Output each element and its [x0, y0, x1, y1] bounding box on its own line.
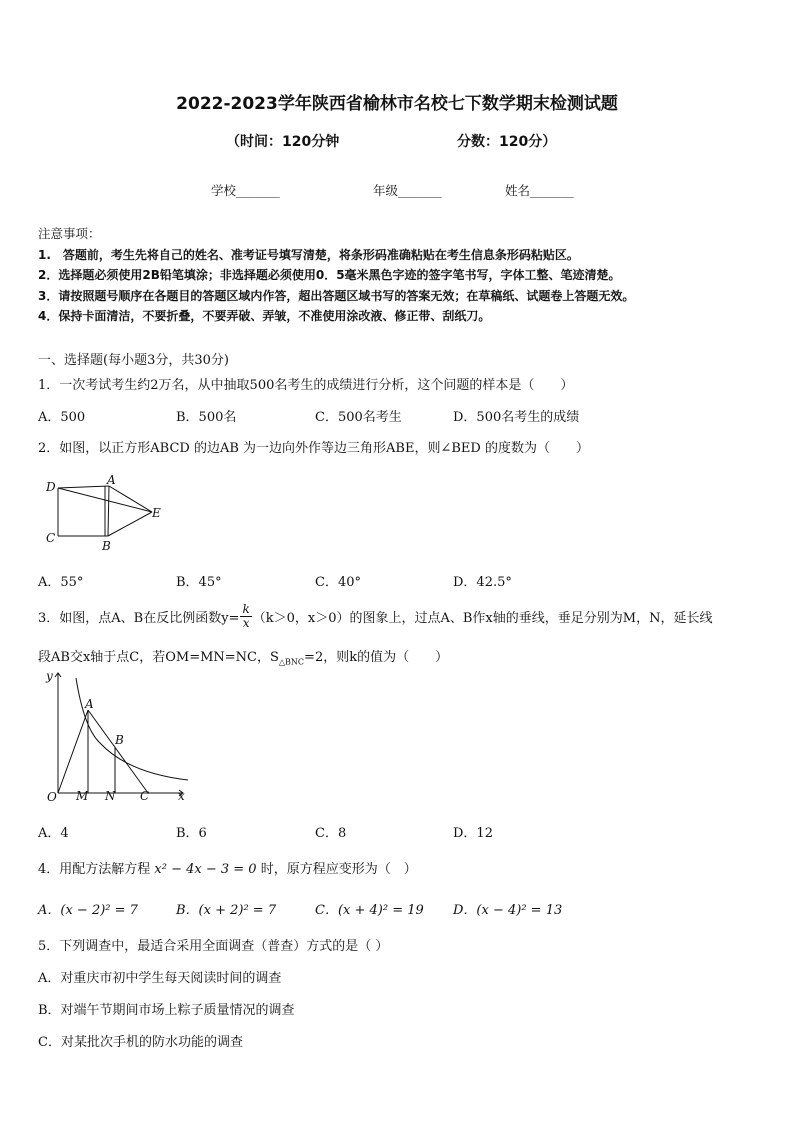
note-item: 3．请按照题号顺序在各题目的答题区域内作答，超出答题区域书写的答案无效；在草稿纸、试题卷上答题无效。 — [38, 289, 635, 303]
question-2-option-c: C．40° — [315, 575, 361, 590]
question-2-option-a: A．55° — [38, 575, 84, 590]
question-1-option-c: C．500名考生 — [315, 410, 402, 425]
label-x: x — [178, 789, 185, 803]
question-5-option-b: B．对端午节期间市场上粽子质量情况的调查 — [38, 1003, 295, 1018]
segment-ab — [108, 486, 109, 536]
question-1-stem: 1．一次考试考生约2万名，从中抽取500名考生的成绩进行分析，这个问题的样本是（ ） — [38, 378, 574, 393]
label-a: A — [85, 697, 94, 711]
question-1-option-b: B．500名 — [176, 410, 237, 425]
school-field: 学校_______ — [211, 183, 280, 198]
question-5-option-a: A．对重庆市初中学生每天阅读时间的调查 — [38, 971, 282, 986]
label-b: B — [102, 539, 111, 553]
section-heading: 一、选择题(每小题3分，共30分) — [38, 353, 229, 368]
note-item: 1. 答题前，考生先将自己的姓名、准考证号填写清楚，将条形码准确粘贴在考生信息条形码粘贴区。 — [38, 248, 579, 262]
question-3-stem — [38, 603, 712, 630]
segment-be — [108, 512, 152, 536]
page-title: 2022-2023学年陕西省榆林市名校七下数学期末检测试题 — [176, 94, 618, 114]
label-n: N — [105, 789, 116, 803]
question-4-stem-part-b: 时，原方程应变形为（ ） — [260, 862, 417, 877]
question-1-option-a: A．500 — [38, 410, 86, 425]
question-4-stem — [38, 858, 417, 877]
label-c: C — [46, 531, 56, 545]
question-2-option-d: D．42.5° — [453, 575, 512, 590]
question-4-stem-part-a: 4．用配方法解方程 — [38, 862, 151, 877]
question-2-option-b: B．45° — [176, 575, 222, 590]
exam-score: 分数：120分） — [457, 134, 557, 150]
question-3-option-c: C．8 — [315, 826, 347, 841]
question-3-stem-part-a: 3．如图，点A、B在反比例函数y= — [38, 611, 240, 626]
note-item: 4．保持卡面清洁，不要折叠，不要弄破、弄皱，不准使用涂改液、修正带、刮纸刀。 — [38, 309, 491, 323]
question-1-option-d: D．500名考生的成绩 — [453, 410, 580, 425]
segment-oa — [58, 710, 88, 793]
name-field: 姓名_______ — [505, 183, 574, 198]
question-4-equation: x² − 4x − 3 = 0 — [154, 862, 257, 877]
question-4-option-b: B．(x + 2)² = 7 — [176, 903, 277, 918]
exam-time: （时间：120分钟 — [226, 134, 340, 150]
label-o: O — [47, 790, 57, 804]
triangle-subscript: △BNC — [278, 657, 305, 667]
label-d: D — [46, 480, 56, 494]
question-4-option-a: A．(x − 2)² = 7 — [38, 903, 138, 918]
question-3-option-d: D．12 — [453, 826, 493, 841]
question-3-line2-part-a: 段AB交x轴于点C，若OM=MN=NC，S — [38, 650, 279, 665]
question-3-option-b: B．6 — [176, 826, 207, 841]
label-c: C — [140, 789, 150, 803]
question-4-option-d: D．(x − 4)² = 13 — [453, 903, 563, 918]
label-a: A — [107, 473, 116, 487]
question-5-option-c: C．对某批次手机的防水功能的调查 — [38, 1035, 243, 1050]
segment-da — [58, 486, 109, 488]
question-3-figure — [38, 668, 198, 808]
fraction-numerator: k — [242, 602, 250, 616]
question-2-stem: 2．如图，以正方形ABCD 的边AB 为一边向外作等边三角形ABE，则∠BED 的度数为（ ） — [38, 441, 589, 456]
question-3-stem-line2 — [38, 646, 448, 667]
segment-ae — [109, 486, 152, 512]
label-y: y — [46, 669, 53, 683]
hyperbola-curve — [76, 678, 188, 780]
notes-heading: 注意事项： — [38, 226, 101, 241]
question-3-option-a: A．4 — [38, 826, 69, 841]
question-5-stem: 5．下列调查中，最适合采用全面调查（普查）方式的是（ ） — [38, 939, 389, 954]
k-over-x-fraction — [240, 603, 251, 630]
label-m: M — [76, 789, 89, 803]
note-item: 2．选择题必须使用2B铅笔填涂；非选择题必须使用0．5毫米黑色字迹的签字笔书写，字体工整、笔迹清楚。 — [38, 268, 621, 282]
question-3-line2-part-b: =2，则k的值为（ ） — [304, 650, 449, 665]
grade-field: 年级_______ — [373, 183, 442, 198]
question-4-option-c: C．(x + 4)² = 19 — [315, 903, 424, 918]
question-3-stem-part-b: （k＞0，x＞0）的图象上，过点A、B作x轴的垂线，垂足分别为M，N，延长线 — [252, 611, 713, 626]
question-2-figure — [38, 470, 173, 555]
label-b: B — [115, 733, 124, 747]
fraction-denominator: x — [242, 616, 250, 630]
label-e: E — [152, 506, 161, 520]
segment-ac — [88, 710, 148, 793]
